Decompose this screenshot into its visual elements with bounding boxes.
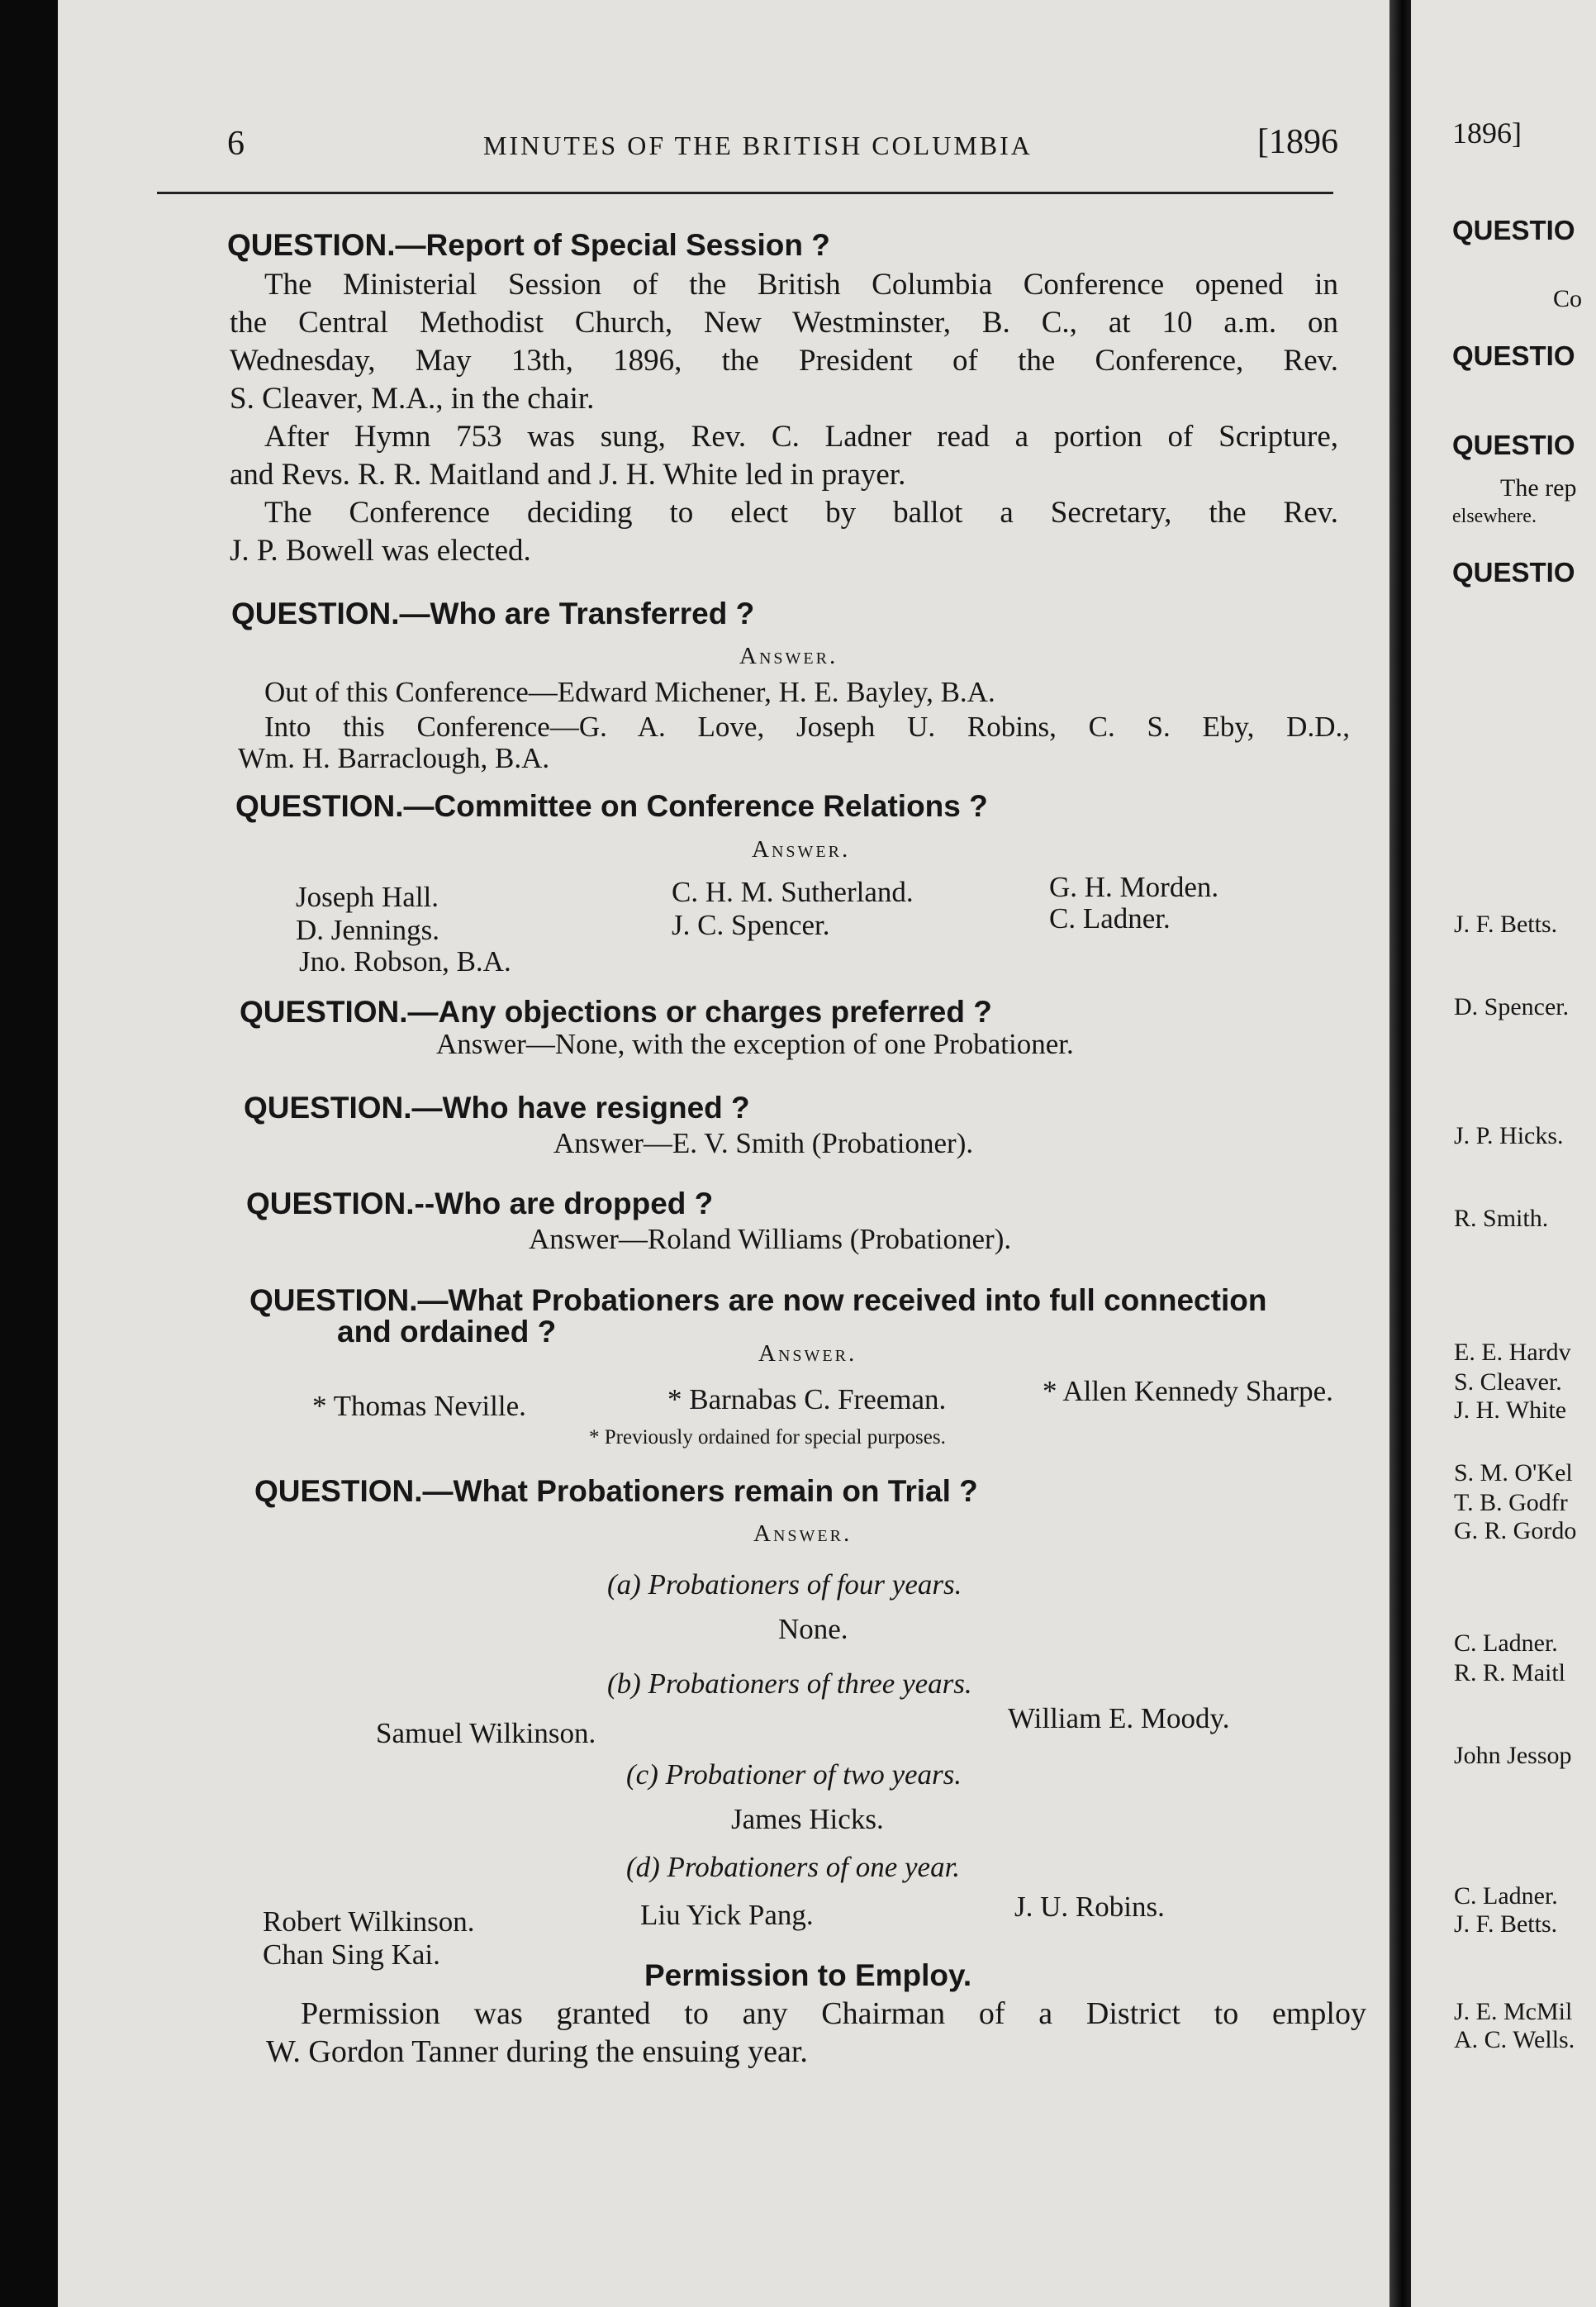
- probationers-two-years-heading: (c) Probationer of two years.: [626, 1758, 962, 1791]
- header-rule: [157, 192, 1333, 194]
- facing-name: C. Ladner.: [1454, 1882, 1558, 1910]
- relations-name: Jno. Robson, B.A.: [299, 945, 511, 978]
- question-transferred: QUESTION.—Who are Transferred ?: [231, 597, 755, 630]
- probationers-three-years-heading: (b) Probationers of three years.: [607, 1667, 972, 1700]
- facing-fragment: elsewhere.: [1452, 506, 1537, 527]
- facing-name: R. R. Maitl: [1454, 1659, 1566, 1686]
- relations-name: D. Jennings.: [296, 914, 440, 946]
- transferred-into: Into this Conference—G. A. Love, Joseph U. Robins, C. S. Eby, D.D.,: [264, 711, 1350, 743]
- facing-name: R. Smith.: [1454, 1205, 1549, 1232]
- permission-heading: Permission to Employ.: [644, 1958, 972, 1992]
- probationer-name: Samuel Wilkinson.: [376, 1717, 596, 1749]
- facing-name: G. R. Gordo: [1454, 1517, 1577, 1544]
- facing-name: A. C. Wells.: [1454, 2026, 1575, 2053]
- question-on-trial: QUESTION.—What Probationers remain on Trial ?: [254, 1474, 978, 1508]
- transferred-into-continued: Wm. H. Barraclough, B.A.: [238, 742, 550, 774]
- probationers-four-years: None.: [778, 1613, 848, 1645]
- facing-name: S. Cleaver.: [1454, 1368, 1562, 1396]
- received-name: * Barnabas C. Freeman.: [667, 1383, 947, 1415]
- relations-name: Joseph Hall.: [296, 881, 439, 913]
- answer-heading: Answer.: [752, 836, 851, 863]
- probationer-name: William E. Moody.: [1008, 1702, 1230, 1734]
- question-conference-relations: QUESTION.—Committee on Conference Relations ?: [235, 789, 988, 823]
- text-line: The Ministerial Session of the British Columbia Conference opened in: [264, 268, 1338, 302]
- text-line: Permission was granted to any Chairman of a District to employ: [301, 1996, 1366, 2031]
- question-objections: QUESTION.—Any objections or charges preferred ?: [240, 995, 992, 1029]
- question-dropped: QUESTION.--Who are dropped ?: [246, 1187, 714, 1220]
- text-line: W. Gordon Tanner during the ensuing year.: [266, 2034, 808, 2069]
- facing-page-year: 1896]: [1452, 117, 1522, 150]
- text-line: Wednesday, May 13th, 1896, the President of the Conference, Rev.: [230, 344, 1338, 378]
- resigned-answer: Answer—E. V. Smith (Probationer).: [553, 1127, 974, 1159]
- running-title: MINUTES OF THE BRITISH COLUMBIA: [483, 131, 1033, 160]
- probationer-name: Robert Wilkinson.: [263, 1905, 475, 1938]
- facing-name: J. F. Betts.: [1454, 1910, 1558, 1938]
- received-name: * Allen Kennedy Sharpe.: [1043, 1375, 1333, 1407]
- facing-question: QUESTIO: [1452, 430, 1575, 460]
- answer-heading: Answer.: [753, 1520, 853, 1547]
- permission-paragraph: [266, 1995, 1366, 2071]
- facing-name: John Jessop: [1454, 1742, 1572, 1769]
- special-session-paragraph-2: [230, 418, 1338, 494]
- facing-page: [1411, 0, 1596, 2307]
- facing-name: S. M. O'Kel: [1454, 1459, 1573, 1486]
- answer-heading: Answer.: [739, 643, 838, 669]
- facing-name: E. E. Hardv: [1454, 1339, 1571, 1366]
- probationer-name: Chan Sing Kai.: [263, 1938, 440, 1971]
- text-line: The Conference deciding to elect by ballot a Secretary, the Rev.: [264, 496, 1338, 530]
- facing-question: QUESTIO: [1452, 557, 1575, 587]
- special-session-paragraph-3: [230, 494, 1338, 570]
- facing-name: J. P. Hicks.: [1454, 1122, 1564, 1149]
- facing-name: D. Spencer.: [1454, 993, 1570, 1020]
- probationer-name: James Hicks.: [731, 1803, 884, 1835]
- dropped-answer: Answer—Roland Williams (Probationer).: [529, 1223, 1012, 1255]
- footnote: * Previously ordained for special purposes.: [589, 1426, 946, 1448]
- facing-name: J. H. White: [1454, 1396, 1567, 1424]
- facing-question: QUESTIO: [1452, 340, 1575, 371]
- text-line: J. P. Bowell was elected.: [230, 534, 531, 568]
- question-special-session: QUESTION.—Report of Special Session ?: [227, 228, 830, 262]
- text-line: and Revs. R. R. Maitland and J. H. White led in prayer.: [230, 458, 906, 492]
- relations-name: J. C. Spencer.: [672, 909, 830, 941]
- text-line: S. Cleaver, M.A., in the chair.: [230, 382, 595, 416]
- transferred-out: Out of this Conference—Edward Michener, H. E. Bayley, B.A.: [264, 676, 995, 708]
- probationer-name: Liu Yick Pang.: [640, 1899, 814, 1931]
- question-received: QUESTION.—What Probationers are now received into full connection: [249, 1283, 1267, 1317]
- relations-name: C. Ladner.: [1049, 902, 1171, 935]
- header-year: [1896: [1257, 123, 1338, 161]
- text-line: the Central Methodist Church, New Westminster, B. C., at 10 a.m. on: [230, 306, 1338, 340]
- objections-answer: Answer—None, with the exception of one Probationer.: [436, 1028, 1074, 1060]
- probationer-name: J. U. Robins.: [1014, 1891, 1165, 1923]
- facing-fragment: Co: [1553, 285, 1583, 312]
- relations-name: C. H. M. Sutherland.: [672, 876, 914, 908]
- book-gutter: [1389, 0, 1411, 2307]
- text-line: After Hymn 753 was sung, Rev. C. Ladner read a portion of Scripture,: [264, 420, 1338, 454]
- probationers-one-year-heading: (d) Probationers of one year.: [626, 1851, 961, 1883]
- relations-name: G. H. Morden.: [1049, 871, 1219, 903]
- facing-name: C. Ladner.: [1454, 1629, 1558, 1657]
- facing-name: J. E. McMil: [1454, 1998, 1573, 2025]
- facing-name: J. F. Betts.: [1454, 911, 1558, 938]
- answer-heading: Answer.: [758, 1340, 857, 1367]
- probationers-four-years-heading: (a) Probationers of four years.: [607, 1568, 962, 1601]
- facing-name: T. B. Godfr: [1454, 1489, 1568, 1516]
- page-number: 6: [227, 125, 245, 163]
- facing-question: QUESTIO: [1452, 215, 1575, 245]
- question-received-continued: and ordained ?: [337, 1315, 557, 1349]
- facing-fragment: The rep: [1500, 474, 1577, 502]
- received-name: * Thomas Neville.: [312, 1390, 526, 1422]
- question-resigned: QUESTION.—Who have resigned ?: [244, 1091, 750, 1125]
- special-session-paragraph-1: [230, 266, 1338, 418]
